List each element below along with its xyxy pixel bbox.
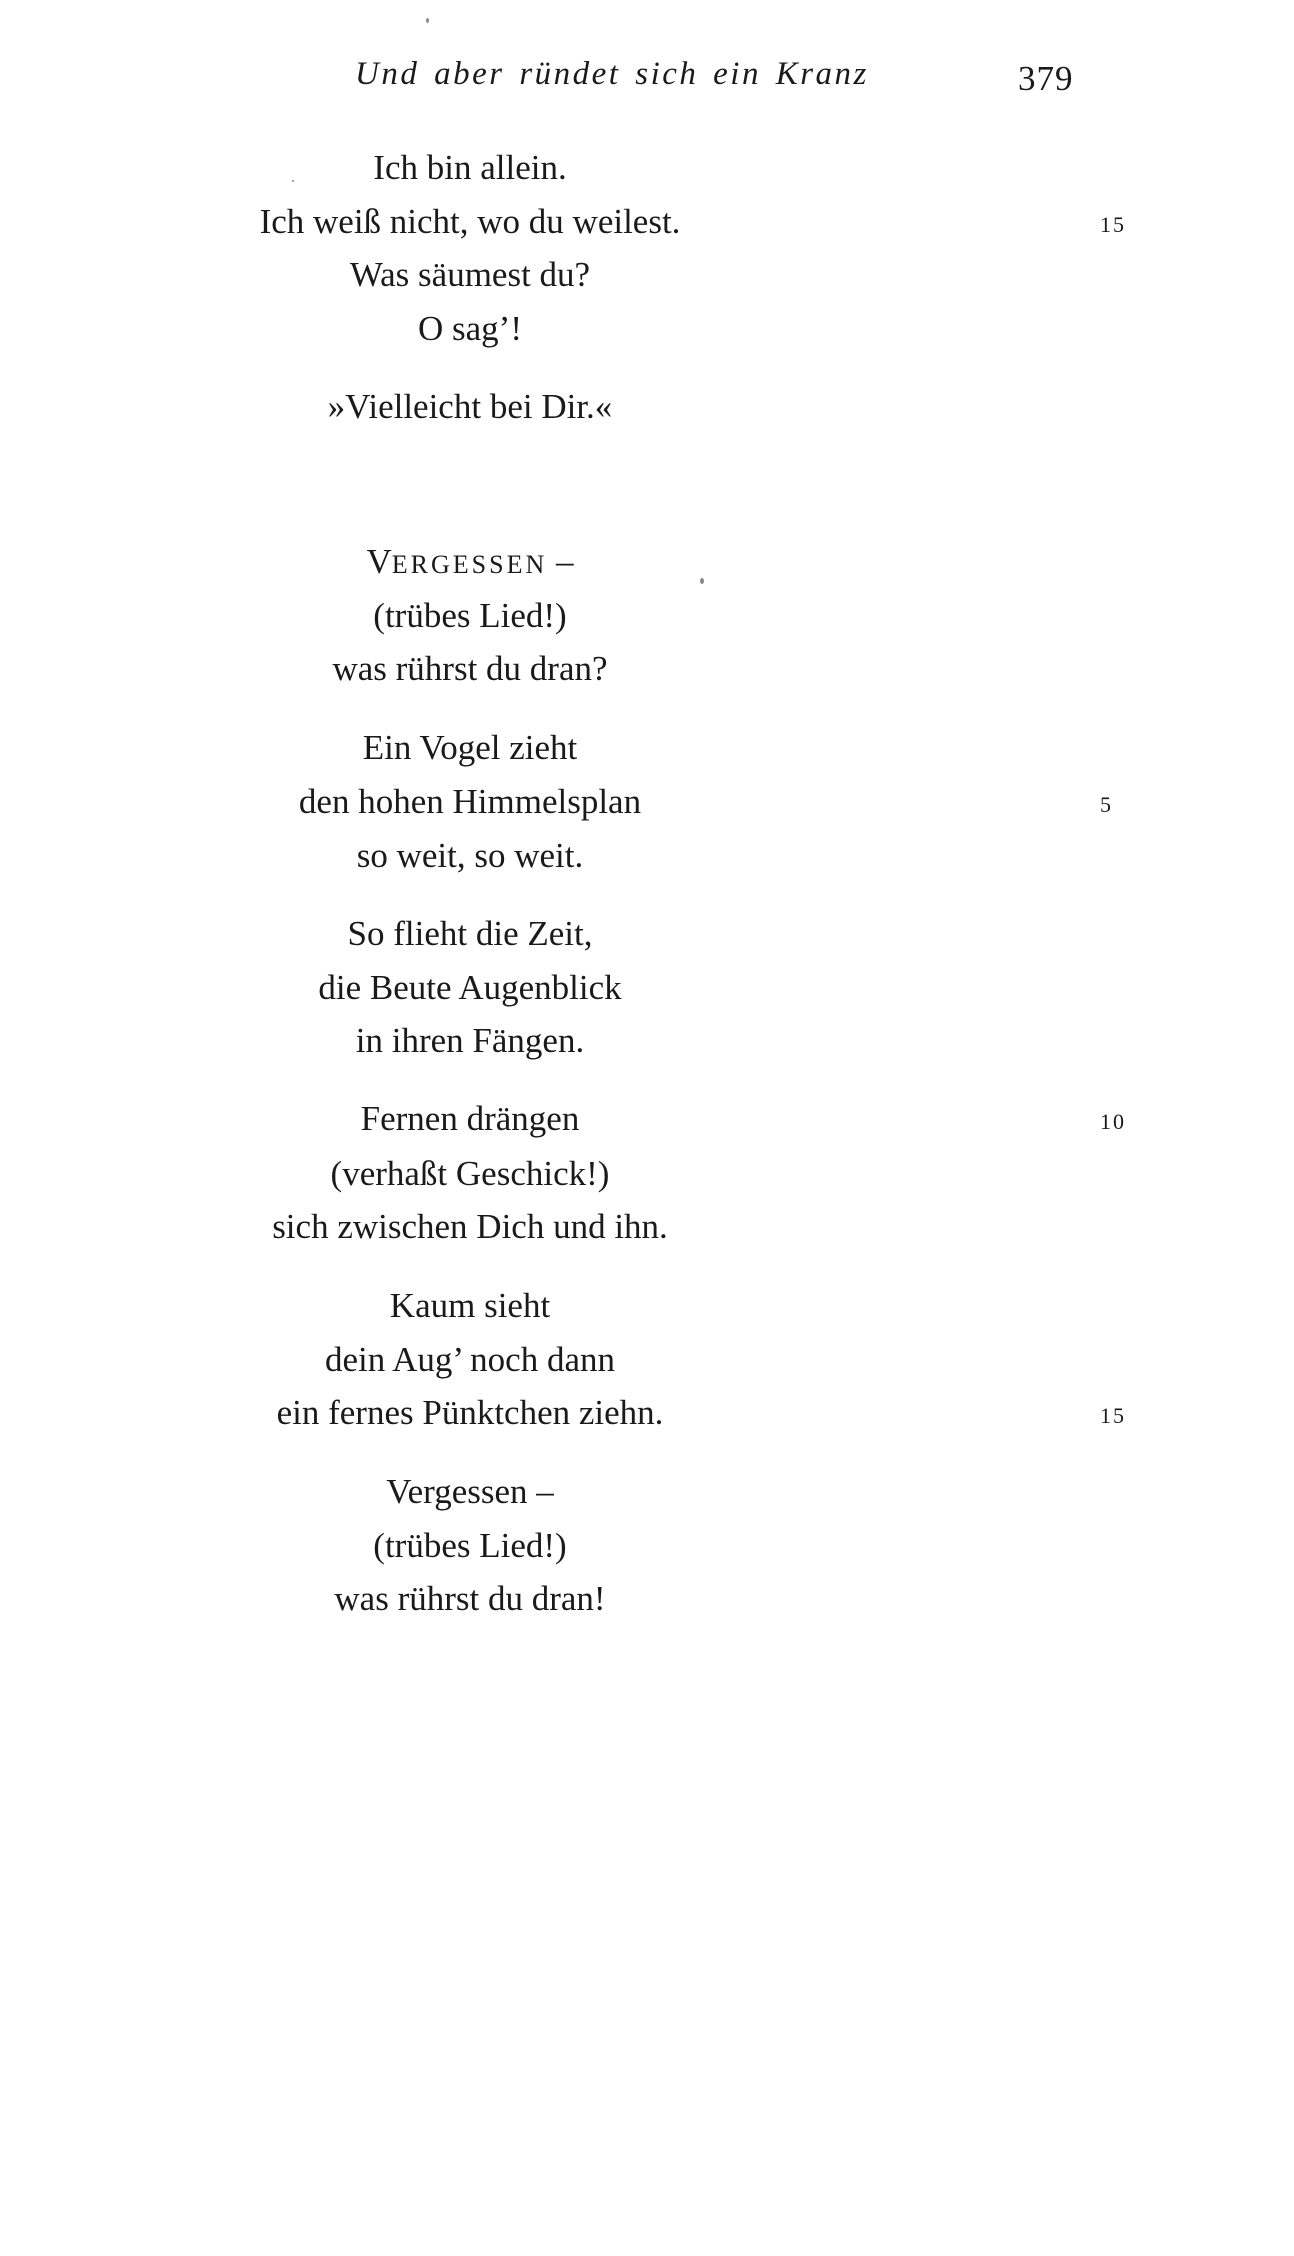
poem-title-initial: V [366,542,392,581]
poem-title-rest: ERGESSEN [391,550,548,579]
line-number: 15 [1100,212,1126,237]
poem-line: sich zwischen Dich und ihn. [272,1207,668,1246]
poem-line: Fernen drängen [360,1099,580,1138]
poem-line: dein Aug’ noch dann [325,1340,615,1379]
poem-line: O sag’! [418,309,522,348]
poem-line: Ich bin allein. [373,148,567,187]
poem-line: (trübes Lied!) [373,596,567,635]
poem-line: (verhaßt Geschick!) [330,1154,610,1193]
poem-line: »Vielleicht bei Dir.« [327,387,613,426]
poem-line: die Beute Augenblick [318,968,622,1007]
running-title: Und aber ründet sich ein Kranz [355,56,869,92]
poem-line: So flieht die Zeit, [347,914,593,953]
poem-line: was rührst du dran! [334,1579,606,1618]
print-speck [426,18,429,23]
poem-line: in ihren Fängen. [355,1021,585,1060]
poem-title-dash: – [547,542,574,581]
poem-line: was rührst du dran? [332,649,608,688]
poem-line: den hohen Himmelsplan [298,782,642,821]
poem-line: Kaum sieht [389,1286,551,1325]
line-number: 15 [1100,1403,1126,1428]
poem-line: ein fernes Pünktchen ziehn. [276,1393,664,1432]
line-number: 5 [1100,792,1113,817]
poem-line: Ein Vogel zieht [362,728,578,767]
poem-line: (trübes Lied!) [373,1526,567,1565]
poem-line: so weit, so weit. [356,836,584,875]
poem-title [120,544,820,579]
poem-line: Was säumest du? [349,255,591,294]
line-number: 10 [1100,1109,1126,1134]
page-number: 379 [1018,59,1074,98]
poem-line: Ich weiß nicht, wo du weilest. [259,202,681,241]
poem-line: Vergessen – [386,1472,554,1511]
